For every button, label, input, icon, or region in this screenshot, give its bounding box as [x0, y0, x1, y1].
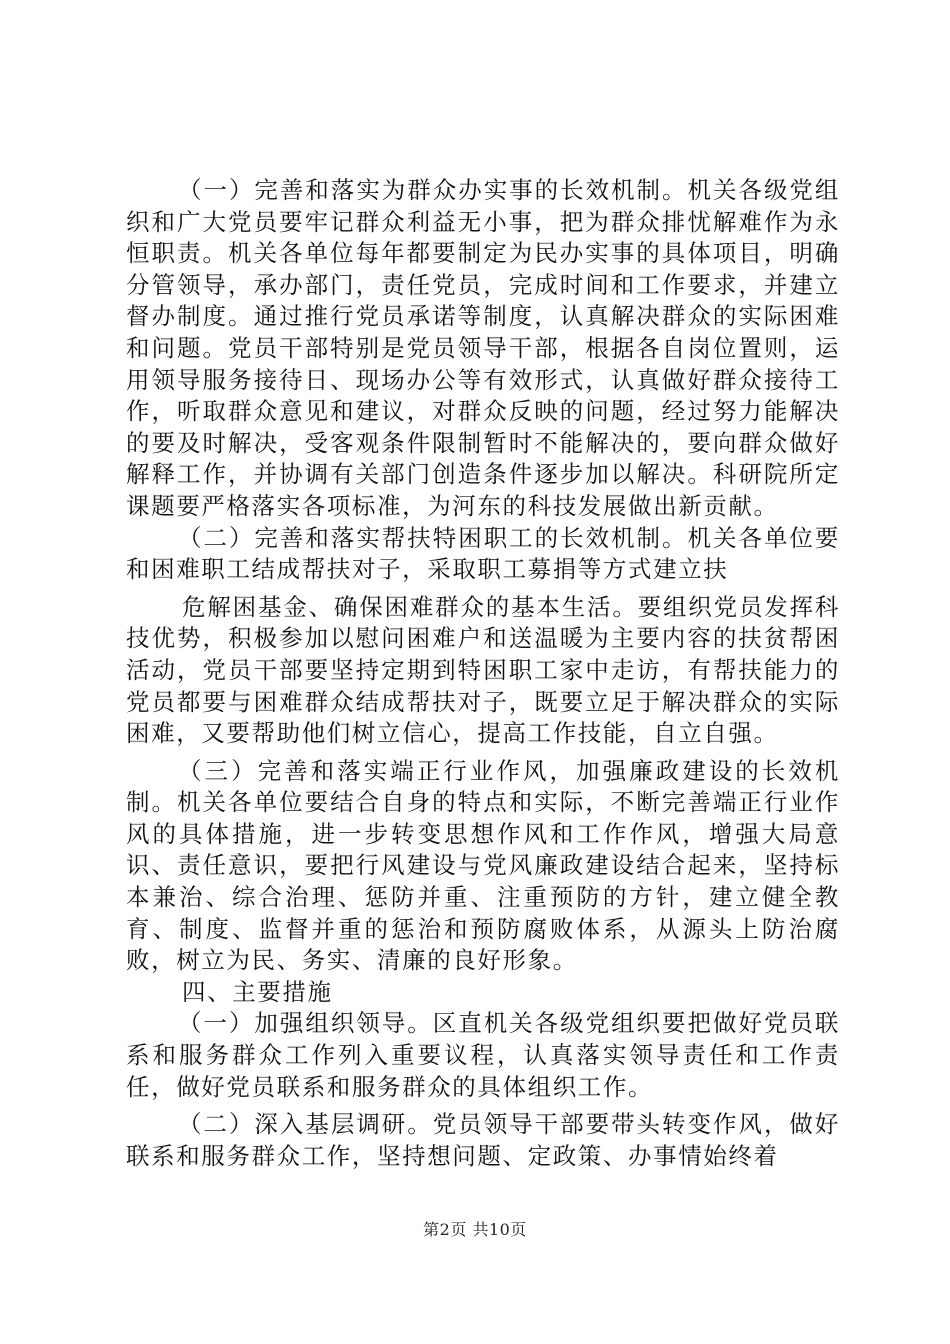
paragraph-conduct-mechanism: （三）完善和落实端正行业作风，加强廉政建设的长效机制。机关各单位要结合自身的特点和实际，不断完善端正行业作风的具体措施，进一步转变思想作风和工作作风，增强大局意识、责任意识，要把行风建设与党风廉政建设结合起来，坚持标本兼治、综合治理、惩防并重、注重预防的方针，建立健全教育、制度、监督并重的惩治和预防腐败体系，从源头上防治腐败，树立为民、务实、清廉的良好形象。 — [126, 756, 840, 975]
page-number-footer: 第2页 共10页 — [423, 1220, 527, 1239]
paragraph-assistance-continued: 危解困基金、确保困难群众的基本生活。要组织党员发挥科技优势，积极参加以慰问困难户和送温暖为主要内容的扶贫帮困活动，党员干部要坚持定期到特困职工家中走访，有帮扶能力的党员都要与困难群众结成帮扶对子，既要立足于解决群众的实际困难，又要帮助他们树立信心，提高工作技能，自立自强。 — [126, 592, 840, 748]
section-heading-main-measures: 四、主要措施 — [182, 977, 333, 1006]
paragraph-grassroots-research: （二）深入基层调研。党员领导干部要带头转变作风，做好联系和服务群众工作，坚持想问题、定政策、办事情始终着 — [126, 1110, 840, 1170]
paragraph-organization-leadership: （一）加强组织领导。区直机关各级党组织要把做好党员联系和服务群众工作列入重要议程，认真落实领导责任和工作责任，做好党员联系和服务群众的具体组织工作。 — [126, 1009, 840, 1101]
paragraph-assistance-mechanism: （二）完善和落实帮扶特困职工的长效机制。机关各单位要和困难职工结成帮扶对子，采取职工募捐等方式建立扶 — [126, 523, 840, 584]
document-body — [126, 175, 840, 1172]
paragraph-service-mechanism: （一）完善和落实为群众办实事的长效机制。机关各级党组织和广大党员要牢记群众利益无小事，把为群众排忧解难作为永恒职责。机关各单位每年都要制定为民办实事的具体项目，明确分管领导，承办部门，责任党员，完成时间和工作要求，并建立督办制度。通过推行党员承诺等制度，认真解决群众的实际困难和问题。党员干部特别是党员领导干部，根据各自岗位置则，运用领导服务接待日、现场办公等有效形式，认真做好群众接待工作，听取群众意见和建议，对群众反映的问题，经过努力能解决的要及时解决，受客观条件限制暂时不能解决的，要向群众做好解释工作，并协调有关部门创造条件逐步加以解决。科研院所定课题要严格落实各项标准，为河东的科技发展做出新贡献。 — [126, 176, 840, 520]
